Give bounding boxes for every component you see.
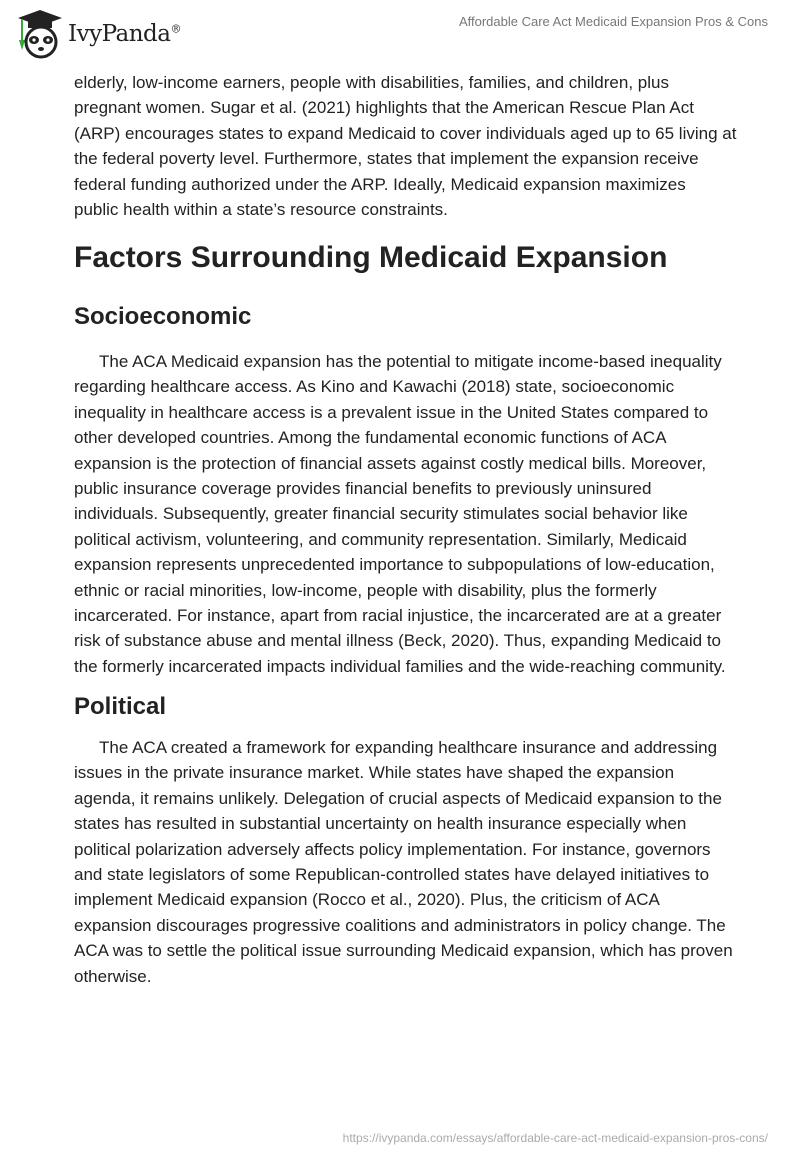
text-line: the formerly incarcerated impacts individual families and the wide-reaching community. — [74, 656, 726, 676]
text-line: agenda, it remains unlikely. Delegation of crucial aspects of Medicaid expansion to the — [74, 788, 722, 808]
logo-text — [68, 21, 181, 47]
text-line: the federal poverty level. Furthermore, states that implement the expansion receive — [74, 149, 699, 169]
political-paragraph — [74, 735, 733, 989]
text-line: individuals. Subsequently, greater financial security stimulates social behavior like — [74, 504, 688, 524]
text-line: elderly, low-income earners, people with disabilities, families, and children, plus — [74, 73, 669, 92]
text-line: issues in the private insurance market. While states have shaped the expansion — [74, 763, 675, 783]
text-line: incarcerated. For instance, apart from racial injustice, the incarcerated are at a greater — [74, 606, 722, 626]
text-line: other developed countries. Among the fundamental economic functions of ACA — [74, 428, 667, 448]
page-header — [0, 0, 800, 70]
text-line: expansion discourages progressive coalitions and administrators in policy change. The — [74, 915, 726, 935]
text-line: public health within a state’s resource constraints. — [74, 200, 448, 220]
text-line: implement Medicaid expansion (Rocco et al., 2020). Plus, the criticism of ACA — [74, 890, 660, 910]
text-line: political polarization adversely affects policy implementation. For instance, governors — [74, 839, 711, 859]
text-line: public insurance coverage provides financial benefits to previously uninsured — [74, 479, 652, 499]
text-line: and state legislators of some Republican-controlled states have delayed initiatives to — [74, 865, 710, 885]
text-line: federal funding authorized under the ARP. Ideally, Medicaid expansion maximizes — [74, 174, 686, 194]
text-line: states has resulted in substantial uncertainty on health insurance especially when — [74, 814, 687, 834]
text-line: (ARP) encourages states to expand Medicaid to cover individuals aged up to 65 living at — [74, 123, 737, 143]
ivypanda-logo[interactable] — [18, 8, 181, 60]
logo-wordmark: IvyPanda — [68, 21, 171, 47]
intro-paragraph — [74, 70, 736, 222]
text-line: The ACA created a framework for expanding healthcare insurance and addressing — [99, 738, 718, 757]
panda-graduate-icon — [18, 8, 62, 60]
section-heading: Factors Surrounding Medicaid Expansion — [74, 241, 668, 274]
text-line: expansion represents unprecedented importance to subpopulations of low-education, — [74, 555, 715, 575]
socioeconomic-paragraph — [74, 349, 726, 679]
text-line: risk of substance abuse and mental illness (Beck, 2020). Thus, expanding Medicaid to — [74, 631, 721, 651]
text-line: ACA was to settle the political issue surrounding Medicaid expansion, which has proven — [74, 941, 733, 961]
subheading-socioeconomic: Socioeconomic — [74, 303, 252, 330]
text-line: political activism, volunteering, and community representation. Similarly, Medicaid — [74, 529, 687, 549]
text-line: otherwise. — [74, 966, 152, 986]
registered-mark: ® — [170, 22, 181, 36]
text-line: expansion is the protection of financial assets against costly medical bills. Moreover, — [74, 453, 707, 473]
text-line: ethnic or racial minorities, low-income, people with disability, plus the formerly — [74, 580, 657, 600]
document-title: Affordable Care Act Medicaid Expansion Pros & Cons — [458, 14, 768, 29]
subheading-political: Political — [74, 693, 167, 720]
text-line: The ACA Medicaid expansion has the potential to mitigate income-based inequality — [99, 352, 722, 371]
text-line: pregnant women. Sugar et al. (2021) highlights that the American Rescue Plan Act — [74, 98, 694, 118]
source-url[interactable]: https://ivypanda.com/essays/affordable-care-act-medicaid-expansion-pros-cons/ — [342, 1131, 768, 1145]
text-line: inequality in healthcare access is a prevalent issue in the United States compared to — [74, 402, 709, 422]
text-line: regarding healthcare access. As Kino and Kawachi (2018) state, socioeconomic — [74, 377, 675, 397]
